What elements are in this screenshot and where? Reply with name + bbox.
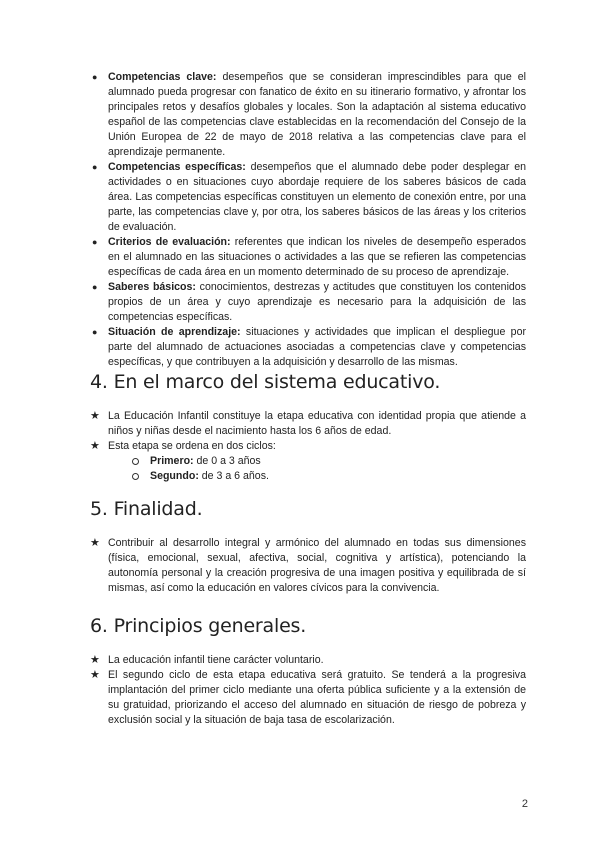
definition-term: Situación de aprendizaje: — [108, 326, 241, 338]
star-bullet-icon: ★ — [90, 654, 100, 666]
definition-term: Competencias específicas: — [108, 161, 246, 173]
list-item — [132, 454, 526, 469]
bullet-icon: ● — [92, 282, 98, 292]
definition-term: Criterios de evaluación: — [108, 236, 231, 248]
definition-term: Saberes básicos: — [108, 281, 196, 293]
section-5-list — [90, 536, 526, 596]
bullet-icon: ● — [92, 162, 98, 172]
item-text: El segundo ciclo de esta etapa educativa será gratuito. Se tenderá a la progresiva implantación del primer ciclo mediante una oferta pública suficiente y a la extensión de su gratuidad, priorizando el acceso del alumnado en situación de riesgo de pobreza y exclusión social y la situación de baja tasa de escolarización. — [108, 669, 526, 726]
list-item — [90, 160, 526, 235]
definition-text: referentes que indican los niveles de desempeño esperados en el alumnado en las situaciones o actividades a las que se refieren las competencias específicas de cada área en un momento determinado de su proceso de aprendizaje. — [108, 236, 526, 278]
item-text: La educación infantil tiene carácter voluntario. — [108, 654, 324, 666]
definition-text: desempeños que el alumnado debe poder desplegar en actividades o en situaciones cuyo abordaje requiere de los saberes básicos de cada área. Las competencias específicas constituyen un elemento de conexión entre, por una parte, las competencias clave y, por otra, los saberes básicos de las áreas y los criterios de evaluación. — [108, 161, 526, 233]
cycles-list — [108, 454, 526, 484]
definitions-list — [90, 70, 526, 370]
bullet-icon: ● — [92, 72, 98, 82]
list-item — [90, 280, 526, 325]
definition-text: conocimientos, destrezas y actitudes que constituyen los contenidos propios de un área y cuyo aprendizaje es necesario para la adquisición de las competencias específicas. — [108, 281, 526, 323]
cycle-label: Primero: — [150, 455, 194, 467]
cycle-text: de 3 a 6 años. — [198, 470, 269, 482]
definition-term: Competencias clave: — [108, 71, 217, 83]
star-bullet-icon: ★ — [90, 440, 100, 452]
item-text: La Educación Infantil constituye la etapa educativa con identidad propia que atiende a niños y niñas desde el nacimiento hasta los 6 años de edad. — [108, 410, 526, 437]
bullet-icon: ● — [92, 327, 98, 337]
section-5-heading: 5. Finalidad. — [90, 498, 203, 520]
item-text: Esta etapa se ordena en dos ciclos: — [108, 440, 276, 452]
list-item — [90, 235, 526, 280]
cycle-label: Segundo: — [150, 470, 199, 482]
star-bullet-icon: ★ — [90, 669, 100, 681]
list-item — [90, 536, 526, 596]
list-item — [90, 325, 526, 370]
star-bullet-icon: ★ — [90, 537, 100, 549]
item-text: Contribuir al desarrollo integral y armónico del alumnado en todas sus dimensiones (física, emocional, sexual, afectiva, social, cognitiva y artística), potenciando la autonomía personal y la creación progresiva de una imagen positiva y equilibrada de sí mismas, así como la educación en valores cívicos para la convivencia. — [108, 537, 526, 594]
section-4-list — [90, 409, 526, 484]
cycle-text: de 0 a 3 años — [193, 455, 261, 467]
page-content — [90, 70, 526, 728]
list-item — [132, 469, 526, 484]
section-6-heading: 6. Principios generales. — [90, 615, 307, 637]
definition-text: desempeños que se consideran imprescindibles para que el alumnado pueda progresar con fanatico de éxito en su itinerario formativo, y afrontar los principales retos y desafíos globales y locales. Son la adaptación al sistema educativo español de las competencias clave establecidas en la recomendación del Consejo de la Unión Europea de 22 de mayo de 2018 relativa a las competencias clave para el aprendizaje permanente. — [108, 71, 526, 158]
page-number: 2 — [521, 798, 528, 810]
circle-bullet-icon — [132, 473, 139, 480]
list-item — [90, 409, 526, 439]
section-4-heading: 4. En el marco del sistema educativo. — [90, 371, 441, 393]
circle-bullet-icon — [132, 458, 139, 465]
list-item — [90, 653, 526, 668]
list-item — [90, 70, 526, 160]
bullet-icon: ● — [92, 237, 98, 247]
definition-text: situaciones y actividades que implican el despliegue por parte del alumnado de actuaciones asociadas a competencias clave y competencias específicas, y que contribuyen a la adquisición y desarrollo de las mismas. — [108, 326, 526, 368]
section-6-list — [90, 653, 526, 728]
star-bullet-icon: ★ — [90, 410, 100, 422]
list-item — [90, 439, 526, 484]
list-item — [90, 668, 526, 728]
